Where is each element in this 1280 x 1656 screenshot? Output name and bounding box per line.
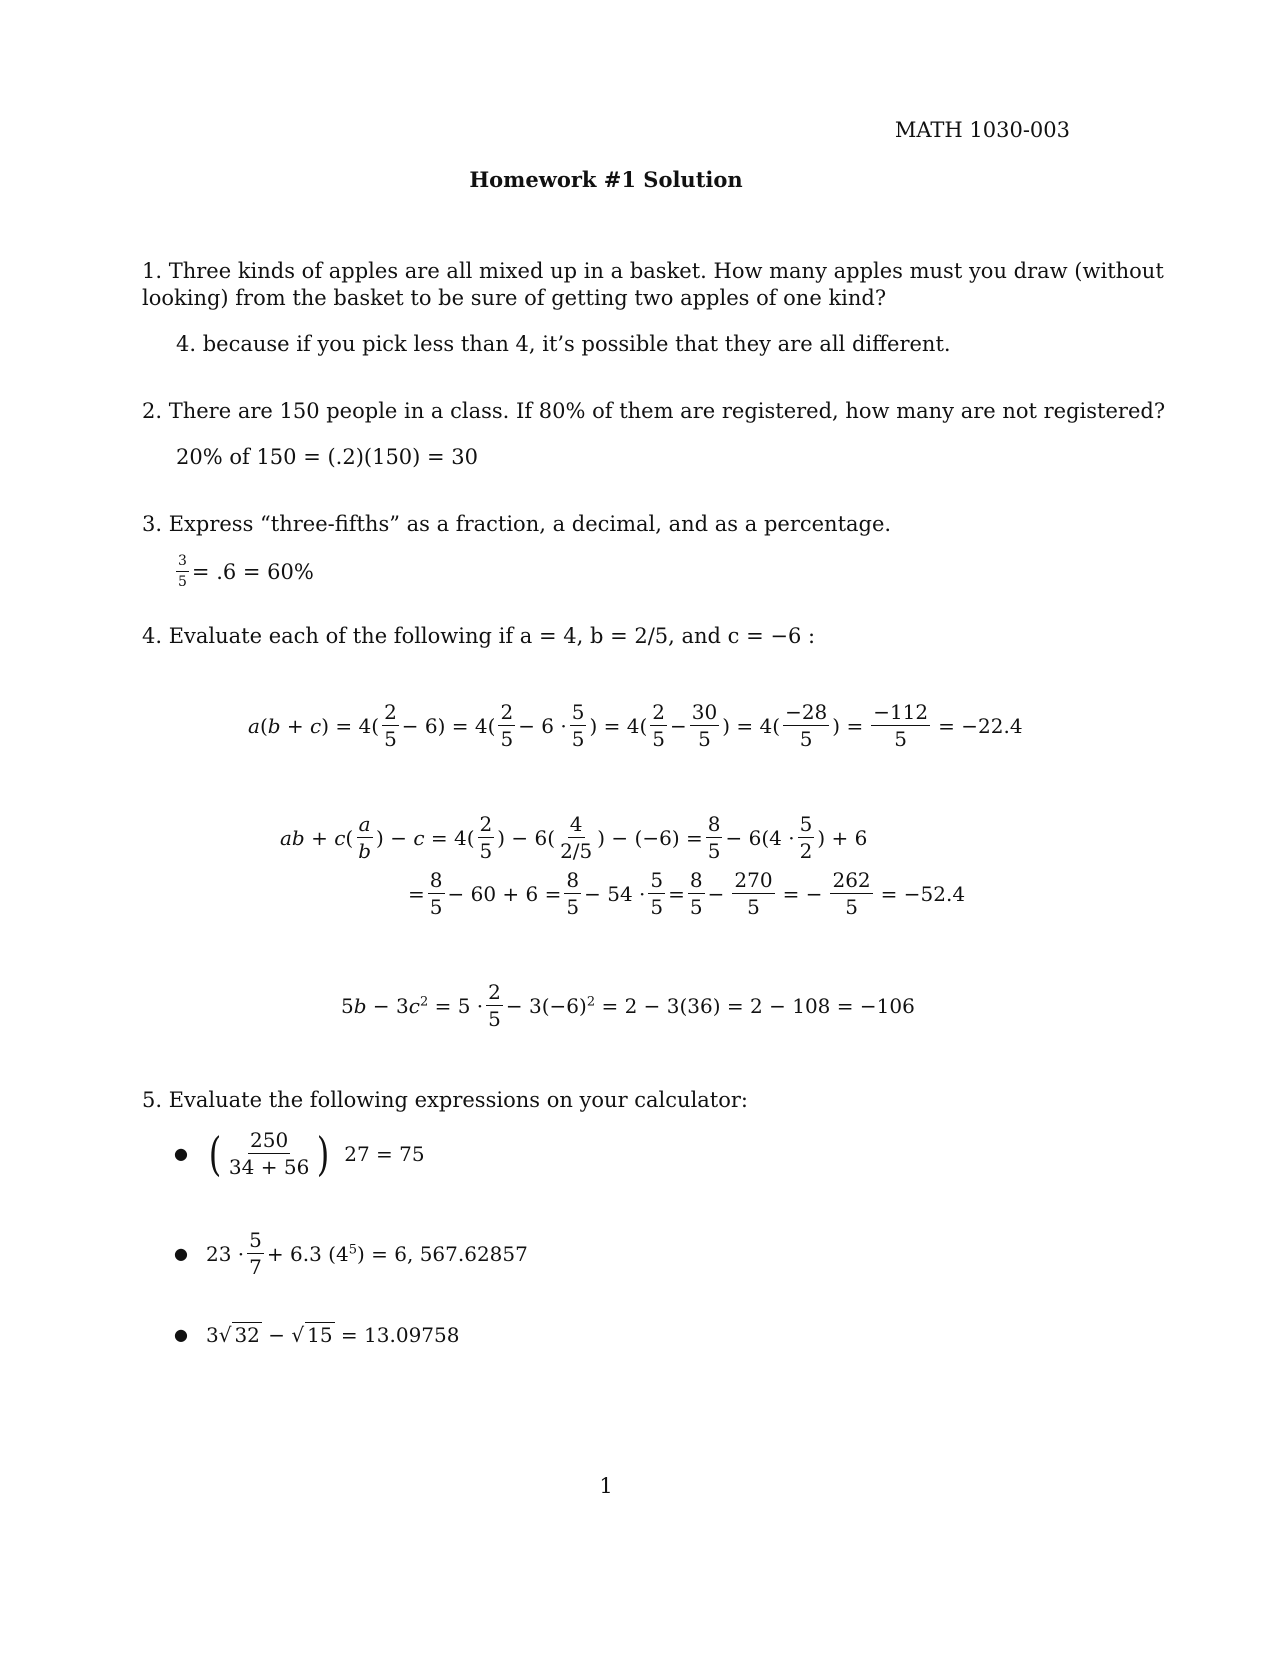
question-3: 3. Express “three-fifths” as a fraction, a decimal, and as a percentage. (142, 512, 892, 536)
question-4: 4. Evaluate each of the following if a = 4, b = 2/5, and c = −6 : (142, 624, 816, 648)
answer-2: 20% of 150 = (.2)(150) = 30 (176, 445, 479, 469)
equation-4a: a(b + c) = 4( $\frac{2}{5}$ − 6) = 4( $\frac{2}{5}$ − 6 · $\frac{5}{5}$ ) = 4( $\frac{2}{5}$ − $\frac{30}{5}$ ) = 4( $\frac{-28}{5}$ ) = $\frac{-112}{5}$ = −22.4 (248, 700, 1023, 751)
expression-bullet-3: ● 3√ 32 − √ 15 = 13.09758 (174, 1322, 460, 1347)
question-1-line-1: 1. Three kinds of apples are all mixed up in a basket. How many apples must you draw (without (142, 259, 1164, 283)
question-1-line-2: looking) from the basket to be sure of getting two apples of one kind? (142, 286, 887, 310)
fraction-three-fifths: $\frac{3}{5}$ (178, 553, 187, 590)
course-code: MATH 1030-003 (894, 118, 1070, 142)
equation-4c: $5b - 3c^2 = 5$ · $\frac{2}{5}$ − $3(-6)^2 = 2 - 3(36) = 2 - 108 = -106$ (341, 980, 915, 1031)
equation-4b-line-2: = $\frac{8}{5}$ − 60 + 6 = $\frac{8}{5}$ − 54 · $\frac{5}{5}$ = $\frac{8}{5}$ − $\frac{270}{5}$ = − $\frac{262}{5}$ = −52.4 (408, 868, 966, 919)
answer-3: $\frac{3}{5}$ = .6 = 60% (178, 553, 314, 590)
expression-bullet-2: ● 23 · $\frac{5}{7}$ + 6.3 $(4^5)$ = 6, 567.62857 (174, 1228, 528, 1279)
answer-1: 4. because if you pick less than 4, it’s possible that they are all different. (176, 332, 951, 356)
page-title: Homework #1 Solution (469, 167, 743, 192)
bullet: ● (174, 1144, 188, 1163)
page-number: 1 (599, 1474, 613, 1498)
question-2: 2. There are 150 people in a class. If 80% of them are registered, how many are not registered? (142, 399, 1166, 423)
bullet: ● (174, 1325, 188, 1344)
question-5: 5. Evaluate the following expressions on your calculator: (142, 1088, 748, 1112)
expression-bullet-1: ● ( $\frac{250}{34 + 56}$ ) 27 = 75 (174, 1126, 425, 1181)
equation-4b-line-1: ab + c( $\frac{a}{b}$ ) − c = 4( $\frac{2}{5}$ ) − 6( $\frac{4}{2/5}$ ) − (−6) = $\frac{8}{5}$ − 6(4 · $\frac{5}{2}$ ) + 6 (280, 812, 868, 863)
bullet: ● (174, 1244, 188, 1263)
